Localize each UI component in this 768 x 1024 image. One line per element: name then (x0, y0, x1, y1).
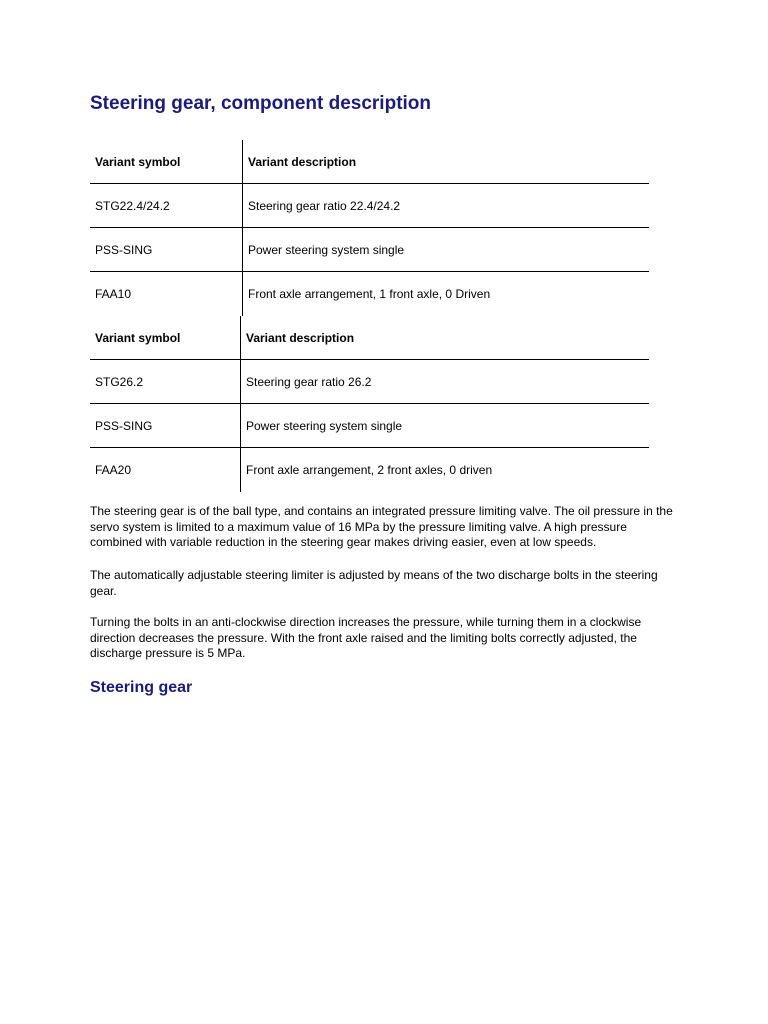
variant-description-cell: Steering gear ratio 22.4/24.2 (248, 198, 401, 213)
body-paragraph: The automatically adjustable steering limiter is adjusted by means of the two discharge bolts in the steering gear. (90, 568, 658, 598)
table-row (90, 272, 649, 316)
table-row (90, 184, 649, 228)
variant-description-cell: Front axle arrangement, 2 front axles, 0 driven (246, 463, 493, 477)
variant-symbol-cell: FAA10 (95, 287, 132, 301)
table-header-row (90, 140, 649, 184)
variant-symbol-cell: PSS-SING (95, 242, 153, 257)
variant-table-2 (90, 316, 649, 492)
table-row (90, 228, 649, 272)
table-row (90, 360, 649, 404)
variant-symbol-cell: STG26.2 (95, 374, 144, 389)
body-paragraph: The steering gear is of the ball type, and contains an integrated pressure limiting valve. The oil pressure in the servo system is limited to a maximum value of 16 MPa by the pressure limiting valve. A high pressure combined with variable reduction in the steering gear makes driving easier, even at low speeds. (90, 504, 673, 549)
table-row (90, 404, 649, 448)
header-variant-symbol: Variant symbol (95, 330, 181, 345)
variant-description-cell: Power steering system single (248, 242, 405, 257)
body-paragraph: Turning the bolts in an anti-clockwise direction increases the pressure, while turning them in a clockwise direction decreases the pressure. With the front axle raised and the limiting bolts correctly adjusted, the discharge pressure is 5 MPa. (90, 615, 642, 660)
section-title: Steering gear (90, 679, 193, 696)
page-title: Steering gear, component description (90, 93, 432, 114)
header-variant-description: Variant description (248, 154, 357, 169)
header-variant-description: Variant description (246, 330, 355, 345)
variant-description-cell: Power steering system single (246, 418, 403, 433)
table-row (90, 448, 649, 492)
header-variant-symbol: Variant symbol (95, 154, 181, 169)
variant-symbol-cell: STG22.4/24.2 (95, 198, 170, 213)
variant-description-cell: Front axle arrangement, 1 front axle, 0 Driven (248, 287, 491, 301)
variant-symbol-cell: PSS-SING (95, 418, 153, 433)
variant-description-cell: Steering gear ratio 26.2 (246, 374, 372, 389)
document-page (90, 92, 680, 696)
table-header-row (90, 316, 649, 360)
variant-table-1 (90, 140, 649, 316)
variant-symbol-cell: FAA20 (95, 463, 132, 477)
